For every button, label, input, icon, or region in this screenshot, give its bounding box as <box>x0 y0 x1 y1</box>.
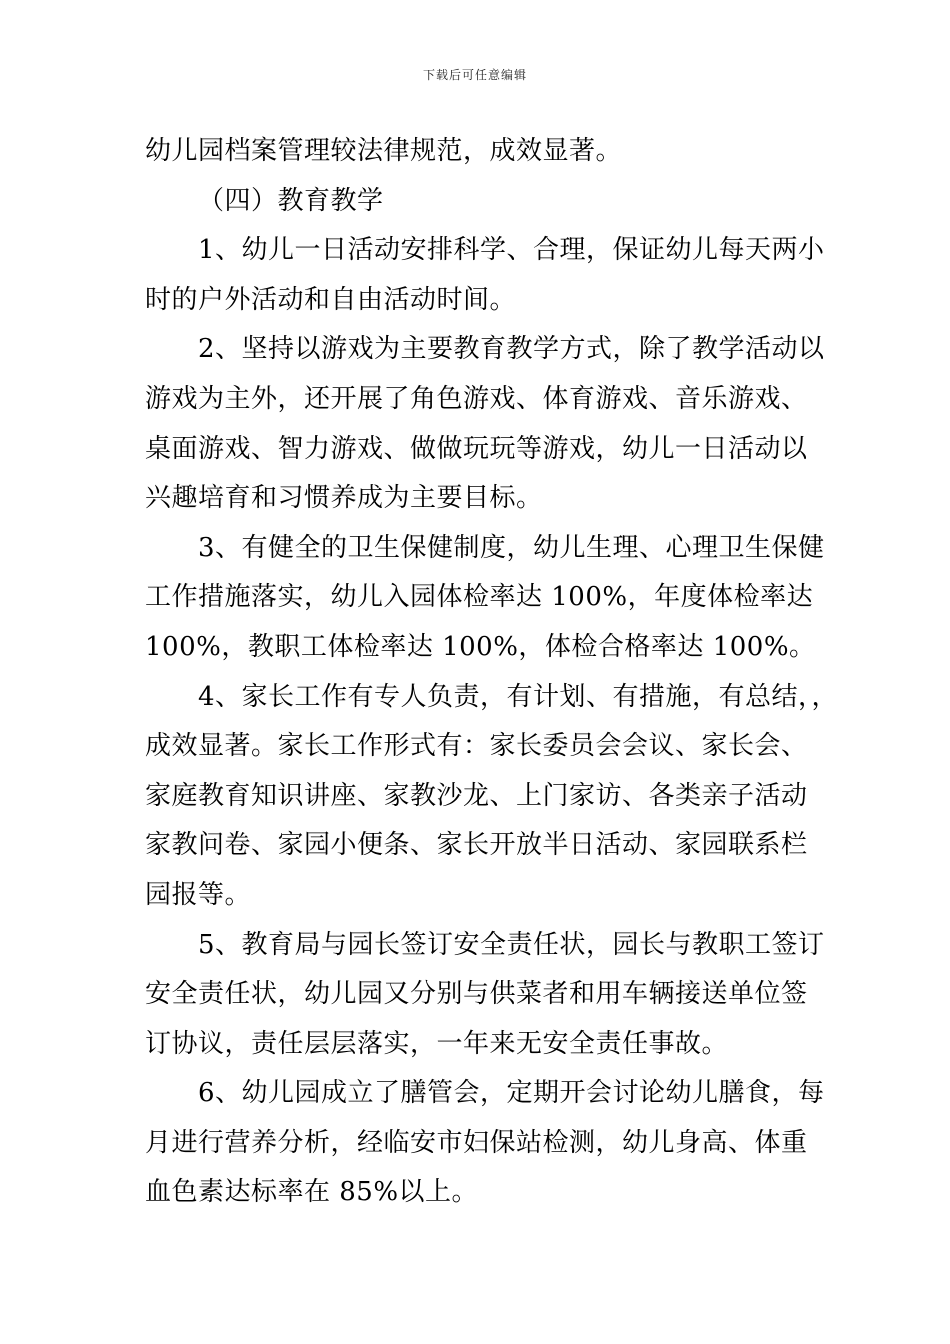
page-header-note: 下载后可任意编辑 <box>422 68 527 82</box>
section-heading: （四）教育教学 <box>198 185 384 216</box>
text-line: 家庭教育知识讲座、家教沙龙、上门家访、各类亲子活动 <box>145 780 808 811</box>
text-line: 桌面游戏、智力游戏、做做玩玩等游戏，幼儿一日活动以 <box>145 433 808 464</box>
text-line: 4、家长工作有专人负责，有计划、有措施，有总结，， <box>198 681 839 712</box>
text-line: 2、坚持以游戏为主要教育教学方式，除了教学活动以 <box>198 334 825 365</box>
text-line: 3、有健全的卫生保健制度，幼儿生理、心理卫生保健 <box>198 532 825 563</box>
text-line: 6、幼儿园成立了膳管会，定期开会讨论幼儿膳食，每 <box>198 1078 825 1109</box>
text-line: 幼儿园档案管理较法律规范，成效显著。 <box>145 136 623 166</box>
text-line: 月进行营养分析，经临安市妇保站检测，幼儿身高、体重 <box>145 1127 808 1158</box>
text-line: 游戏为主外，还开展了角色游戏、体育游戏、音乐游戏、 <box>145 383 808 414</box>
text-line: 兴趣培育和习惯养成为主要目标。 <box>145 483 543 514</box>
text-line: 订协议，责任层层落实，一年来无安全责任事故。 <box>145 1028 729 1059</box>
text-line: 家教问卷、家园小便条、家长开放半日活动、家园联系栏 <box>145 830 808 861</box>
document-body <box>145 127 839 1218</box>
text-line: 时的户外活动和自由活动时间。 <box>145 284 517 315</box>
text-line: 工作措施落实，幼儿入园体检率达 100%，年度体检率达 <box>145 582 814 613</box>
text-line: 安全责任状，幼儿园又分别与供菜者和用车辆接送单位签 <box>145 979 808 1010</box>
text-line: 园报等。 <box>145 879 252 910</box>
text-line: 血色素达标率在 85%以上。 <box>145 1177 479 1208</box>
text-line: 100%，教职工体检率达 100%，体检合格率达 100%。 <box>145 631 816 662</box>
text-line: 1、幼儿一日活动安排科学、合理，保证幼儿每天两小 <box>198 235 825 266</box>
text-line: 5、教育局与园长签订安全责任状，园长与教职工签订 <box>198 929 825 960</box>
text-line: 成效显著。家长工作形式有：家长委员会会议、家长会、 <box>145 731 808 762</box>
